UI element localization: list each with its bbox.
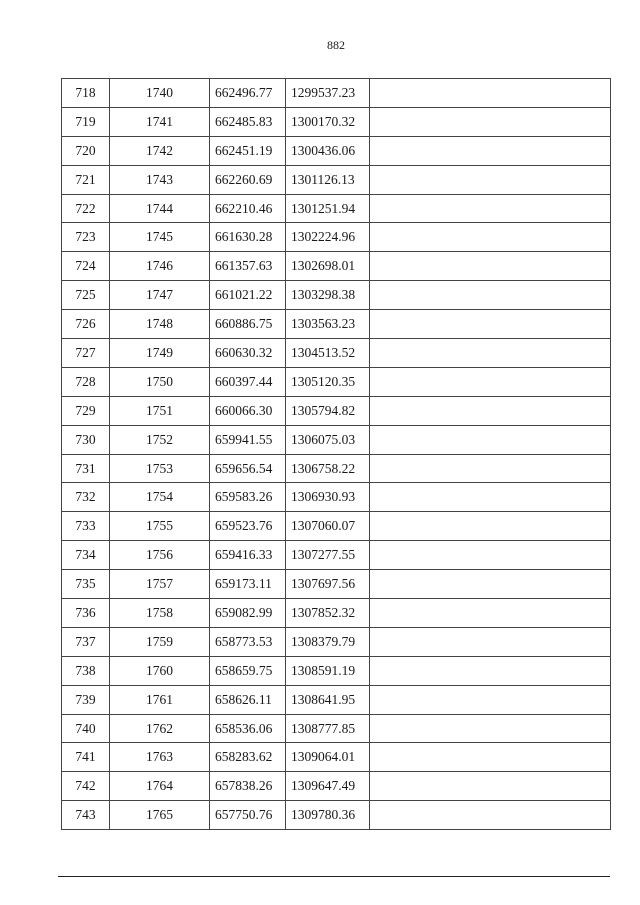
table-row — [62, 194, 611, 223]
row-index-cell: 718 — [62, 79, 110, 108]
row-index-cell: 728 — [62, 367, 110, 396]
point-number-cell: 1755 — [110, 512, 210, 541]
y-coordinate-cell: 1309064.01 — [286, 743, 370, 772]
y-coordinate-cell: 1302224.96 — [286, 223, 370, 252]
x-coordinate-cell: 659523.76 — [210, 512, 286, 541]
table-row — [62, 425, 611, 454]
y-coordinate-cell: 1307060.07 — [286, 512, 370, 541]
table-row — [62, 107, 611, 136]
row-index-cell: 722 — [62, 194, 110, 223]
note-cell — [370, 310, 611, 339]
x-coordinate-cell: 660066.30 — [210, 396, 286, 425]
table-row — [62, 512, 611, 541]
note-cell — [370, 512, 611, 541]
row-index-cell: 742 — [62, 772, 110, 801]
note-cell — [370, 454, 611, 483]
footer-rule — [58, 876, 610, 877]
x-coordinate-cell: 657838.26 — [210, 772, 286, 801]
x-coordinate-cell: 659941.55 — [210, 425, 286, 454]
row-index-cell: 733 — [62, 512, 110, 541]
table-row — [62, 599, 611, 628]
row-index-cell: 738 — [62, 656, 110, 685]
table-row — [62, 714, 611, 743]
y-coordinate-cell: 1306758.22 — [286, 454, 370, 483]
row-index-cell: 724 — [62, 252, 110, 281]
table-row — [62, 136, 611, 165]
table-row — [62, 454, 611, 483]
y-coordinate-cell: 1301126.13 — [286, 165, 370, 194]
x-coordinate-cell: 658659.75 — [210, 656, 286, 685]
point-number-cell: 1756 — [110, 541, 210, 570]
point-number-cell: 1746 — [110, 252, 210, 281]
point-number-cell: 1741 — [110, 107, 210, 136]
note-cell — [370, 743, 611, 772]
y-coordinate-cell: 1308777.85 — [286, 714, 370, 743]
y-coordinate-cell: 1309780.36 — [286, 801, 370, 830]
row-index-cell: 723 — [62, 223, 110, 252]
point-number-cell: 1765 — [110, 801, 210, 830]
y-coordinate-cell: 1305120.35 — [286, 367, 370, 396]
note-cell — [370, 599, 611, 628]
note-cell — [370, 656, 611, 685]
table-row — [62, 743, 611, 772]
coordinates-table — [61, 78, 611, 830]
note-cell — [370, 396, 611, 425]
note-cell — [370, 801, 611, 830]
x-coordinate-cell: 658283.62 — [210, 743, 286, 772]
point-number-cell: 1761 — [110, 685, 210, 714]
note-cell — [370, 570, 611, 599]
x-coordinate-cell: 659656.54 — [210, 454, 286, 483]
y-coordinate-cell: 1299537.23 — [286, 79, 370, 108]
point-number-cell: 1740 — [110, 79, 210, 108]
point-number-cell: 1759 — [110, 627, 210, 656]
x-coordinate-cell: 658536.06 — [210, 714, 286, 743]
note-cell — [370, 223, 611, 252]
y-coordinate-cell: 1301251.94 — [286, 194, 370, 223]
point-number-cell: 1747 — [110, 281, 210, 310]
y-coordinate-cell: 1303563.23 — [286, 310, 370, 339]
y-coordinate-cell: 1309647.49 — [286, 772, 370, 801]
table-row — [62, 165, 611, 194]
note-cell — [370, 367, 611, 396]
note-cell — [370, 194, 611, 223]
row-index-cell: 725 — [62, 281, 110, 310]
y-coordinate-cell: 1302698.01 — [286, 252, 370, 281]
point-number-cell: 1745 — [110, 223, 210, 252]
table-row — [62, 79, 611, 108]
point-number-cell: 1751 — [110, 396, 210, 425]
row-index-cell: 739 — [62, 685, 110, 714]
y-coordinate-cell: 1304513.52 — [286, 339, 370, 368]
y-coordinate-cell: 1300436.06 — [286, 136, 370, 165]
point-number-cell: 1762 — [110, 714, 210, 743]
table-row — [62, 252, 611, 281]
point-number-cell: 1748 — [110, 310, 210, 339]
table-row — [62, 310, 611, 339]
coordinates-table-body — [62, 79, 611, 830]
row-index-cell: 720 — [62, 136, 110, 165]
point-number-cell: 1743 — [110, 165, 210, 194]
row-index-cell: 726 — [62, 310, 110, 339]
note-cell — [370, 483, 611, 512]
y-coordinate-cell: 1300170.32 — [286, 107, 370, 136]
y-coordinate-cell: 1305794.82 — [286, 396, 370, 425]
point-number-cell: 1758 — [110, 599, 210, 628]
table-row — [62, 656, 611, 685]
point-number-cell: 1752 — [110, 425, 210, 454]
note-cell — [370, 425, 611, 454]
x-coordinate-cell: 662496.77 — [210, 79, 286, 108]
row-index-cell: 734 — [62, 541, 110, 570]
x-coordinate-cell: 662485.83 — [210, 107, 286, 136]
row-index-cell: 727 — [62, 339, 110, 368]
y-coordinate-cell: 1307697.56 — [286, 570, 370, 599]
table-row — [62, 570, 611, 599]
point-number-cell: 1744 — [110, 194, 210, 223]
point-number-cell: 1749 — [110, 339, 210, 368]
note-cell — [370, 714, 611, 743]
y-coordinate-cell: 1306930.93 — [286, 483, 370, 512]
note-cell — [370, 252, 611, 281]
y-coordinate-cell: 1307277.55 — [286, 541, 370, 570]
row-index-cell: 735 — [62, 570, 110, 599]
row-index-cell: 740 — [62, 714, 110, 743]
y-coordinate-cell: 1307852.32 — [286, 599, 370, 628]
x-coordinate-cell: 658626.11 — [210, 685, 286, 714]
x-coordinate-cell: 659082.99 — [210, 599, 286, 628]
y-coordinate-cell: 1308641.95 — [286, 685, 370, 714]
row-index-cell: 736 — [62, 599, 110, 628]
table-row — [62, 367, 611, 396]
row-index-cell: 737 — [62, 627, 110, 656]
table-row — [62, 627, 611, 656]
note-cell — [370, 685, 611, 714]
point-number-cell: 1764 — [110, 772, 210, 801]
row-index-cell: 732 — [62, 483, 110, 512]
point-number-cell: 1742 — [110, 136, 210, 165]
table-row — [62, 685, 611, 714]
table-row — [62, 772, 611, 801]
x-coordinate-cell: 659416.33 — [210, 541, 286, 570]
note-cell — [370, 627, 611, 656]
row-index-cell: 721 — [62, 165, 110, 194]
note-cell — [370, 107, 611, 136]
x-coordinate-cell: 661630.28 — [210, 223, 286, 252]
table-row — [62, 541, 611, 570]
row-index-cell: 729 — [62, 396, 110, 425]
x-coordinate-cell: 660886.75 — [210, 310, 286, 339]
x-coordinate-cell: 659173.11 — [210, 570, 286, 599]
y-coordinate-cell: 1303298.38 — [286, 281, 370, 310]
table-row — [62, 339, 611, 368]
point-number-cell: 1763 — [110, 743, 210, 772]
x-coordinate-cell: 659583.26 — [210, 483, 286, 512]
note-cell — [370, 165, 611, 194]
row-index-cell: 741 — [62, 743, 110, 772]
table-row — [62, 483, 611, 512]
point-number-cell: 1754 — [110, 483, 210, 512]
note-cell — [370, 136, 611, 165]
table-row — [62, 223, 611, 252]
x-coordinate-cell: 660630.32 — [210, 339, 286, 368]
row-index-cell: 719 — [62, 107, 110, 136]
row-index-cell: 730 — [62, 425, 110, 454]
point-number-cell: 1757 — [110, 570, 210, 599]
y-coordinate-cell: 1306075.03 — [286, 425, 370, 454]
note-cell — [370, 339, 611, 368]
point-number-cell: 1760 — [110, 656, 210, 685]
note-cell — [370, 281, 611, 310]
x-coordinate-cell: 657750.76 — [210, 801, 286, 830]
table-row — [62, 396, 611, 425]
y-coordinate-cell: 1308379.79 — [286, 627, 370, 656]
x-coordinate-cell: 662451.19 — [210, 136, 286, 165]
note-cell — [370, 772, 611, 801]
y-coordinate-cell: 1308591.19 — [286, 656, 370, 685]
table-row — [62, 281, 611, 310]
x-coordinate-cell: 662260.69 — [210, 165, 286, 194]
note-cell — [370, 541, 611, 570]
point-number-cell: 1753 — [110, 454, 210, 483]
x-coordinate-cell: 661021.22 — [210, 281, 286, 310]
x-coordinate-cell: 660397.44 — [210, 367, 286, 396]
x-coordinate-cell: 661357.63 — [210, 252, 286, 281]
table-row — [62, 801, 611, 830]
x-coordinate-cell: 662210.46 — [210, 194, 286, 223]
point-number-cell: 1750 — [110, 367, 210, 396]
x-coordinate-cell: 658773.53 — [210, 627, 286, 656]
page-number: 882 — [327, 38, 345, 52]
row-index-cell: 731 — [62, 454, 110, 483]
note-cell — [370, 79, 611, 108]
row-index-cell: 743 — [62, 801, 110, 830]
